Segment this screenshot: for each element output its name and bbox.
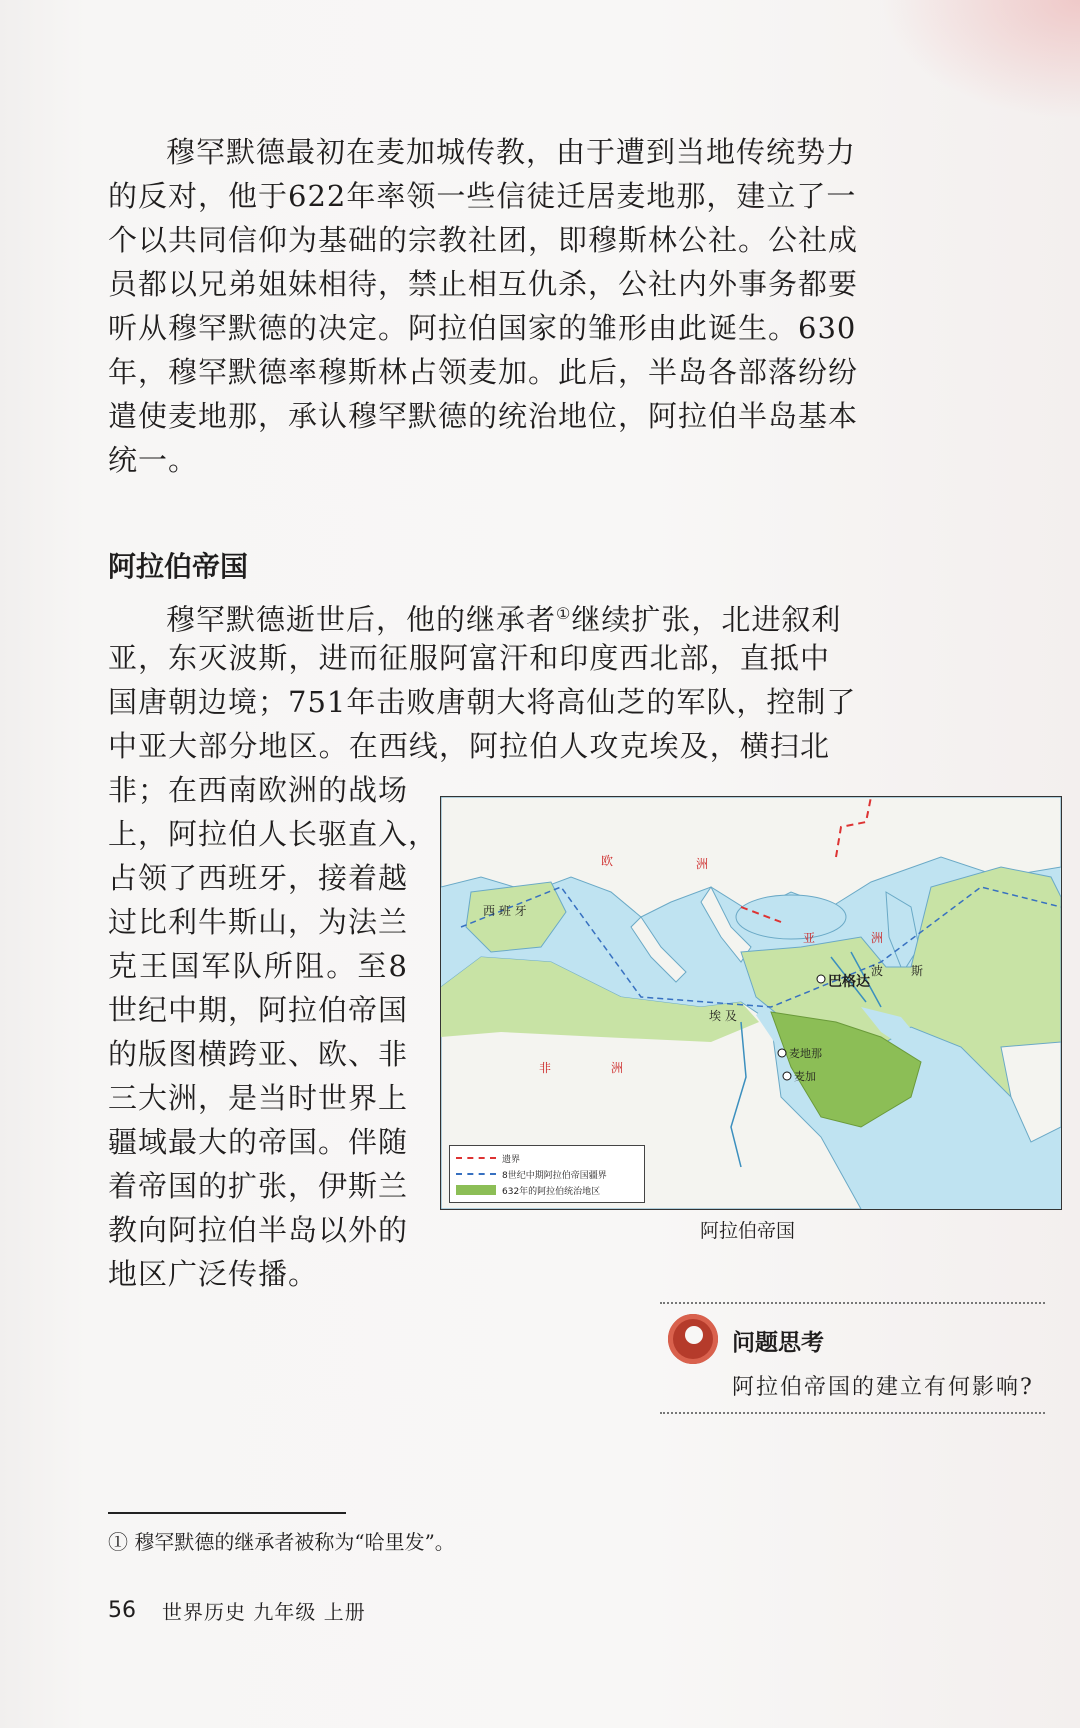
map-label-egypt: 埃 及 [709, 1009, 737, 1023]
text-line: 教向阿拉伯半岛以外的 [108, 1213, 409, 1247]
text-line: 中亚大部分地区。在西线，阿拉伯人攻克埃及，横扫北 [108, 729, 830, 763]
text-line: 个以共同信仰为基础的宗教社团，即穆斯林公社。公社成 [108, 223, 859, 257]
text-line: 听从穆罕默德的决定。阿拉伯国家的雏形由此诞生。630 [108, 311, 857, 345]
text-line: 上，阿拉伯人长驱直入， [108, 817, 439, 851]
map-caption: 阿拉伯帝国 [700, 1220, 796, 1242]
paragraph-arab-empire-top [108, 592, 857, 768]
text-line: 亚，东灭波斯，进而征服阿富汗和印度西北部，直抵中 [108, 641, 830, 675]
legend-row-empire-border [456, 1166, 638, 1182]
legend-label: 632年的阿拉伯统治地区 [502, 1186, 601, 1197]
text-line: 的反对，他于622年率领一些信徒迁居麦地那，建立了一 [108, 179, 857, 213]
page-number: 56 [108, 1598, 136, 1623]
text-line: 统一。 [108, 443, 199, 477]
text-line: 国唐朝边境；751年击败唐朝大将高仙芝的军队，控制了 [108, 685, 857, 719]
legend-swatch-red-dashed [456, 1157, 496, 1159]
map-label-medina: 麦地那 [789, 1047, 822, 1060]
page-corner-tint [880, 0, 1080, 120]
section-heading: 阿拉伯帝国 [108, 550, 249, 583]
map-label-persia-1: 波 [871, 964, 884, 978]
footnote-rule [108, 1512, 346, 1514]
text-line: 疆域最大的帝国。伴随 [108, 1125, 409, 1159]
think-bottom-divider [660, 1412, 1045, 1414]
map-label-mecca: 麦加 [794, 1070, 816, 1083]
footnote-marker: ① [556, 604, 572, 623]
text-line: 穆罕默德最初在麦加城传教，由于遭到当地传统势力 [166, 135, 857, 169]
map-label-asia-1: 亚 [803, 931, 816, 945]
text-line: 遣使麦地那，承认穆罕默德的统治地位，阿拉伯半岛基本 [108, 399, 859, 433]
think-question: 阿拉伯帝国的建立有何影响? [732, 1375, 1034, 1400]
legend-row-boundary [456, 1150, 638, 1166]
map-label-africa-2: 洲 [611, 1061, 624, 1075]
think-top-divider [660, 1302, 1045, 1304]
paragraph-muhammad-medina [108, 130, 859, 482]
map-label-baghdad: 巴格达 [828, 974, 870, 990]
text-line: 地区广泛传播。 [108, 1257, 319, 1291]
question-icon [668, 1314, 718, 1364]
map-label-africa-1: 非 [539, 1061, 552, 1075]
text-line: 穆罕默德逝世后，他的继承者①继续扩张，北进叙利 [166, 602, 842, 637]
map-label-persia-2: 斯 [911, 964, 924, 978]
text-line: 三大洲，是当时世界上 [108, 1081, 409, 1115]
arab-empire-map [440, 796, 1062, 1210]
map-label-europe-1: 欧 [601, 854, 614, 868]
text-line: 着帝国的扩张，伊斯兰 [108, 1169, 409, 1203]
map-legend [449, 1145, 645, 1203]
paragraph-arab-empire-narrow [108, 768, 439, 1296]
legend-label: 8世纪中期阿拉伯帝国疆界 [502, 1170, 607, 1181]
text-line: 非；在西南欧洲的战场 [108, 773, 409, 807]
text-line: 的版图横跨亚、欧、非 [108, 1037, 409, 1071]
text-line: 过比利牛斯山，为法兰 [108, 905, 409, 939]
text-line: 克王国军队所阻。至8 [108, 949, 408, 983]
legend-swatch-blue-dashed [456, 1173, 496, 1175]
footnote: ① 穆罕默德的继承者被称为“哈里发”。 [108, 1530, 455, 1554]
legend-label: 遗界 [502, 1154, 521, 1165]
map-label-europe-2: 洲 [696, 857, 709, 871]
text-line: 占领了西班牙，接着越 [108, 861, 409, 895]
map-label-spain: 西 班 牙 [483, 904, 527, 918]
book-title: 世界历史 九年级 上册 [162, 1600, 366, 1624]
think-title: 问题思考 [732, 1330, 824, 1356]
legend-swatch-green-fill [456, 1185, 496, 1195]
text-line: 世纪中期，阿拉伯帝国 [108, 993, 409, 1027]
think-box [660, 1302, 1045, 1420]
legend-row-632-area [456, 1182, 638, 1198]
text-line: 年，穆罕默德率穆斯林占领麦加。此后，半岛各部落纷纷 [108, 355, 859, 389]
text-line: 员都以兄弟姐妹相待，禁止相互仇杀，公社内外事务都要 [108, 267, 859, 301]
map-label-asia-2: 洲 [871, 931, 884, 945]
